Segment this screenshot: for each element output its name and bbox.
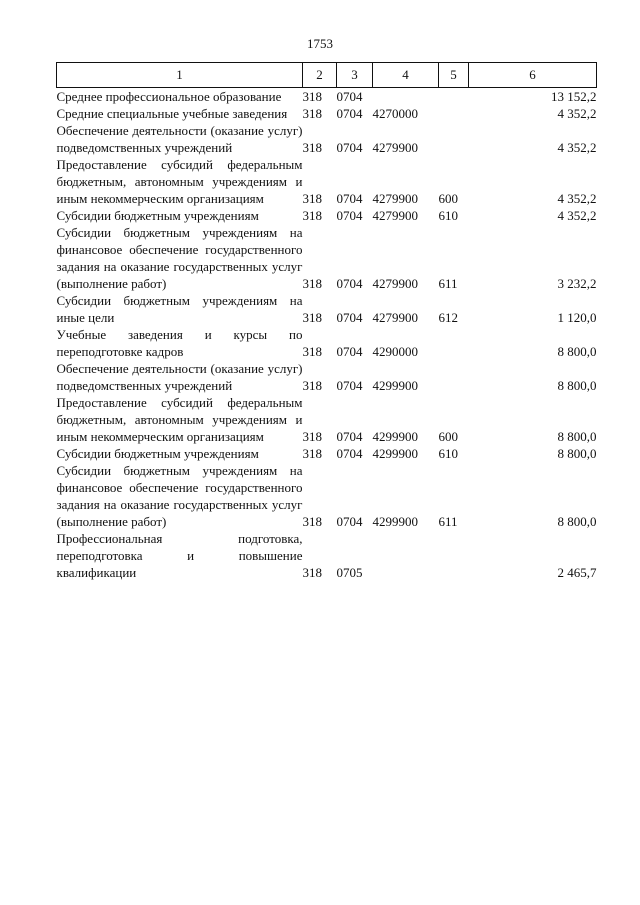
row-target-code: 4290000 (372, 344, 418, 359)
table-row (57, 207, 597, 224)
row-name: Обеспечение деятельности (оказание услуг) подведомственных учреждений (56, 123, 303, 155)
row-target-code: 4279900 (372, 276, 418, 291)
row-section-code: 0704 (336, 106, 363, 121)
row-ministry-code: 318 (302, 106, 322, 121)
row-expense-type (439, 88, 469, 106)
row-ministry-code: 318 (302, 191, 322, 206)
table-header-row (57, 63, 597, 88)
table-row (57, 445, 597, 462)
row-name: Субсидии бюджетным учреждениям на финансовое обеспечение государственного задания на оказание государственных услуг (выполнение работ) (56, 463, 303, 529)
row-target-code (373, 530, 439, 581)
row-section-code: 0704 (336, 378, 363, 393)
row-name: Среднее профессиональное образование (56, 89, 282, 104)
table-row (57, 360, 597, 394)
row-ministry-code: 318 (302, 208, 322, 223)
row-name: Субсидии бюджетным учреждениям на иные цели (56, 293, 303, 325)
row-section-code: 0704 (336, 140, 363, 155)
row-expense-type (439, 326, 469, 360)
row-name: Профессиональная подготовка, переподготовка и повышение квалификации (56, 531, 303, 580)
row-expense-type (439, 360, 469, 394)
row-expense-type: 611 (438, 276, 458, 291)
row-section-code: 0704 (336, 191, 363, 206)
row-target-code: 4279900 (372, 191, 418, 206)
row-expense-type (439, 122, 469, 156)
row-amount: 4 352,2 (557, 208, 597, 223)
row-section-code: 0705 (336, 565, 363, 580)
row-ministry-code: 318 (302, 89, 322, 104)
row-ministry-code: 318 (302, 344, 322, 359)
row-target-code (373, 88, 439, 106)
table-row (57, 292, 597, 326)
row-target-code: 4299900 (372, 429, 418, 444)
row-target-code: 4270000 (372, 106, 418, 121)
row-section-code: 0704 (336, 344, 363, 359)
row-expense-type (439, 530, 469, 581)
row-amount: 8 800,0 (557, 378, 597, 393)
row-section-code: 0704 (336, 276, 363, 291)
table-row (57, 326, 597, 360)
header-col-4: 4 (373, 63, 439, 88)
row-expense-type: 610 (438, 208, 458, 223)
row-amount: 8 800,0 (557, 344, 597, 359)
row-ministry-code: 318 (302, 310, 322, 325)
row-ministry-code: 318 (302, 565, 322, 580)
row-expense-type: 612 (438, 310, 458, 325)
table-row (57, 88, 597, 106)
row-name: Учебные заведения и курсы по переподготовке кадров (56, 327, 303, 359)
row-ministry-code: 318 (302, 514, 322, 529)
row-name: Субсидии бюджетным учреждениям (56, 208, 259, 223)
row-name: Предоставление субсидий федеральным бюджетным, автономным учреждениям и иным некоммерческим организациям (56, 395, 303, 444)
header-col-2: 2 (303, 63, 337, 88)
table-row (57, 156, 597, 207)
page-number: 1753 (307, 36, 333, 51)
budget-table (56, 62, 597, 581)
row-name: Субсидии бюджетным учреждениям (56, 446, 259, 461)
row-ministry-code: 318 (302, 276, 322, 291)
row-target-code: 4279900 (372, 310, 418, 325)
row-section-code: 0704 (336, 310, 363, 325)
row-amount: 8 800,0 (557, 429, 597, 444)
row-amount: 4 352,2 (557, 106, 597, 121)
row-name: Обеспечение деятельности (оказание услуг) подведомственных учреждений (56, 361, 303, 393)
table-row (57, 462, 597, 530)
row-section-code: 0704 (336, 429, 363, 444)
table-row (57, 122, 597, 156)
row-expense-type: 600 (438, 191, 458, 206)
row-amount: 4 352,2 (557, 140, 597, 155)
row-expense-type (439, 105, 469, 122)
row-name: Предоставление субсидий федеральным бюджетным, автономным учреждениям и иным некоммерческим организациям (56, 157, 303, 206)
row-target-code: 4299900 (372, 378, 418, 393)
row-target-code: 4279900 (372, 208, 418, 223)
row-amount: 2 465,7 (557, 565, 597, 580)
row-ministry-code: 318 (302, 446, 322, 461)
row-name: Средние специальные учебные заведения (56, 106, 288, 121)
row-amount: 4 352,2 (557, 191, 597, 206)
row-section-code: 0704 (336, 514, 363, 529)
row-ministry-code: 318 (302, 429, 322, 444)
row-amount: 8 800,0 (557, 514, 597, 529)
row-amount: 1 120,0 (557, 310, 597, 325)
row-section-code: 0704 (336, 446, 363, 461)
row-amount: 8 800,0 (557, 446, 597, 461)
row-ministry-code: 318 (302, 378, 322, 393)
row-expense-type: 610 (438, 446, 458, 461)
row-section-code: 0704 (336, 89, 363, 104)
table-row (57, 530, 597, 581)
row-section-code: 0704 (336, 208, 363, 223)
header-col-5: 5 (439, 63, 469, 88)
header-col-6: 6 (469, 63, 597, 88)
row-expense-type: 600 (438, 429, 458, 444)
row-name: Субсидии бюджетным учреждениям на финансовое обеспечение государственного задания на оказание государственных услуг (выполнение работ) (56, 225, 303, 291)
row-amount: 3 232,2 (557, 276, 597, 291)
table-row (57, 105, 597, 122)
table-row (57, 394, 597, 445)
header-col-1: 1 (57, 63, 303, 88)
row-target-code: 4299900 (372, 446, 418, 461)
table-row (57, 224, 597, 292)
row-target-code: 4299900 (372, 514, 418, 529)
row-target-code: 4279900 (372, 140, 418, 155)
row-ministry-code: 318 (302, 140, 322, 155)
row-expense-type: 611 (438, 514, 458, 529)
row-amount: 13 152,2 (551, 89, 597, 104)
header-col-3: 3 (337, 63, 373, 88)
